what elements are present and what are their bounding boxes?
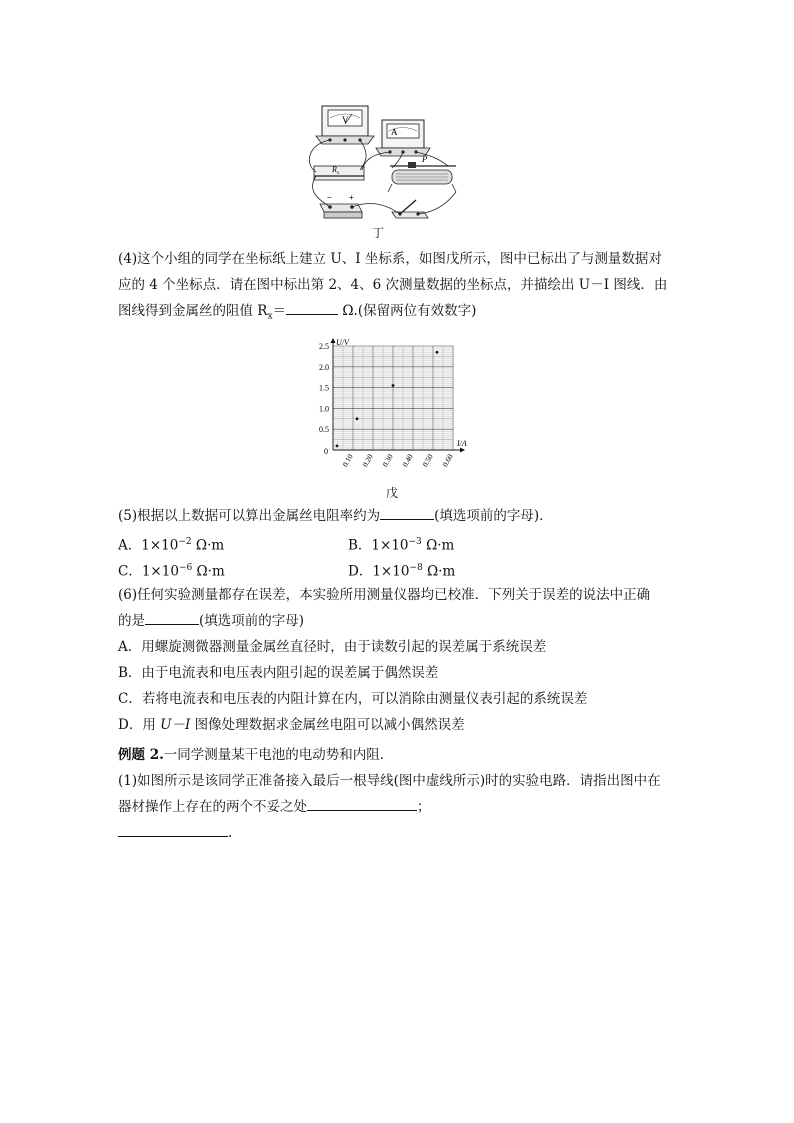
y-tick-label: 1.5 (319, 383, 329, 393)
q5-option-a[interactable]: A．$1\times 10^{-2}$ Ω·m (118, 537, 225, 554)
example-2 (118, 742, 678, 846)
question-6-line2: 的是 (填选项前的字母) (118, 608, 678, 634)
x-tick-label: 0.20 (360, 452, 375, 469)
ammeter-icon (376, 120, 430, 156)
example-2-text: 一同学测量某干电池的电动势和内阻． (163, 747, 394, 763)
x-tick-label: 0.50 (420, 452, 435, 469)
question-4 (118, 246, 678, 330)
y-axis-label: U/V (336, 338, 349, 347)
x-tick-label: 0.30 (380, 452, 395, 469)
q5-option-c[interactable]: C．$1\times 10^{-6}$ Ω·m (118, 563, 225, 580)
question-4-line1: (4)这个小组的同学在坐标纸上建立 U、I 坐标系，如图戊所示，图中已标出了与测量数据对 (118, 251, 662, 267)
answer-blank-rx[interactable] (286, 300, 338, 315)
answer-blank-ex2-b[interactable] (118, 822, 228, 837)
graph-caption: 戊 (386, 486, 399, 500)
y-tick-label: 2.0 (319, 362, 329, 372)
y-tick-label: 0.5 (319, 425, 329, 435)
data-point (356, 417, 359, 420)
x-axis-arrow (460, 448, 465, 453)
q6-option-c[interactable]: C．若将电流表和电压表的内阻计算在内，可以消除由测量仪表引起的系统误差 (118, 691, 588, 707)
switch-icon (392, 200, 428, 218)
question-6-line1: (6)任何实验测量都存在误差，本实验所用测量仪器均已校准．下列关于误差的说法中正确 (118, 587, 651, 603)
data-point (436, 351, 439, 354)
q6-option-b[interactable]: B．由于电流表和电压表内阻引起的误差属于偶然误差 (118, 665, 439, 681)
slider-label: P (422, 154, 428, 164)
q5-option-d[interactable]: D．$1\times 10^{-8}$ Ω·m (348, 563, 456, 580)
example-2-heading (118, 742, 678, 768)
example-2-p1-line1: (1)如图所示是该同学正准备接入最后一根导线(图中虚线所示)时的实验电路．请指出图中在 (118, 773, 661, 789)
figure-ding-caption: 丁 (372, 226, 385, 240)
example-2-label: 例题 2. (118, 747, 164, 763)
question-5 (118, 503, 678, 529)
origin-label: 0 (324, 447, 328, 456)
question-4-line3: 图线得到金属丝的阻值 $R_x= \Omega$.(保留两位有效数字) (118, 298, 678, 330)
answer-blank-ex2-a[interactable] (307, 796, 417, 811)
q6-option-d[interactable]: D．用 U－I 图像处理数据求金属丝电阻可以减小偶然误差 (118, 717, 465, 733)
x-tick-label: 0.10 (340, 452, 355, 469)
q5-options-row1 (118, 529, 618, 555)
battery-minus: − (327, 193, 332, 202)
y-tick-label: 2.5 (319, 342, 329, 351)
x-axis-label: I/A (457, 439, 467, 448)
example-2-p1-line3: . (118, 820, 678, 846)
voltmeter-label: V (342, 115, 349, 125)
u-i-graph (305, 336, 465, 496)
q6-option-a[interactable]: A．用螺旋测微器测量金属丝直径时，由于读数引起的误差属于系统误差 (118, 639, 547, 655)
answer-blank-q6[interactable] (145, 610, 199, 625)
resistor-label: $R_x$ (332, 165, 340, 176)
ammeter-label: A (391, 127, 398, 137)
question-4-line2: 应的 4 个坐标点．请在图中标出第 2、4、6 次测量数据的坐标点，并描绘出 U－I 图线．由 (118, 277, 668, 293)
question-6 (118, 582, 678, 738)
circuit-apparatus-figure (300, 104, 470, 232)
battery-plus: + (349, 193, 354, 202)
data-point (336, 444, 339, 447)
x-tick-label: 0.40 (400, 452, 415, 469)
question-5-stem: (5)根据以上数据可以算出金属丝电阻率约为 (填选项前的字母)． (118, 503, 678, 529)
voltmeter-icon (316, 106, 374, 144)
answer-blank-q5[interactable] (380, 505, 434, 520)
data-point (392, 384, 395, 387)
q5-option-b[interactable]: B．$1\times 10^{-3}$ Ω·m (348, 537, 455, 554)
example-2-p1-line2: 器材操作上存在的两个不妥之处 ； (118, 794, 678, 820)
q5-options-row2 (118, 555, 618, 581)
x-tick-label: 0.60 (440, 452, 455, 469)
y-tick-label: 1.0 (319, 404, 329, 414)
y-axis-arrow (331, 338, 336, 343)
rheostat-icon (388, 162, 456, 192)
